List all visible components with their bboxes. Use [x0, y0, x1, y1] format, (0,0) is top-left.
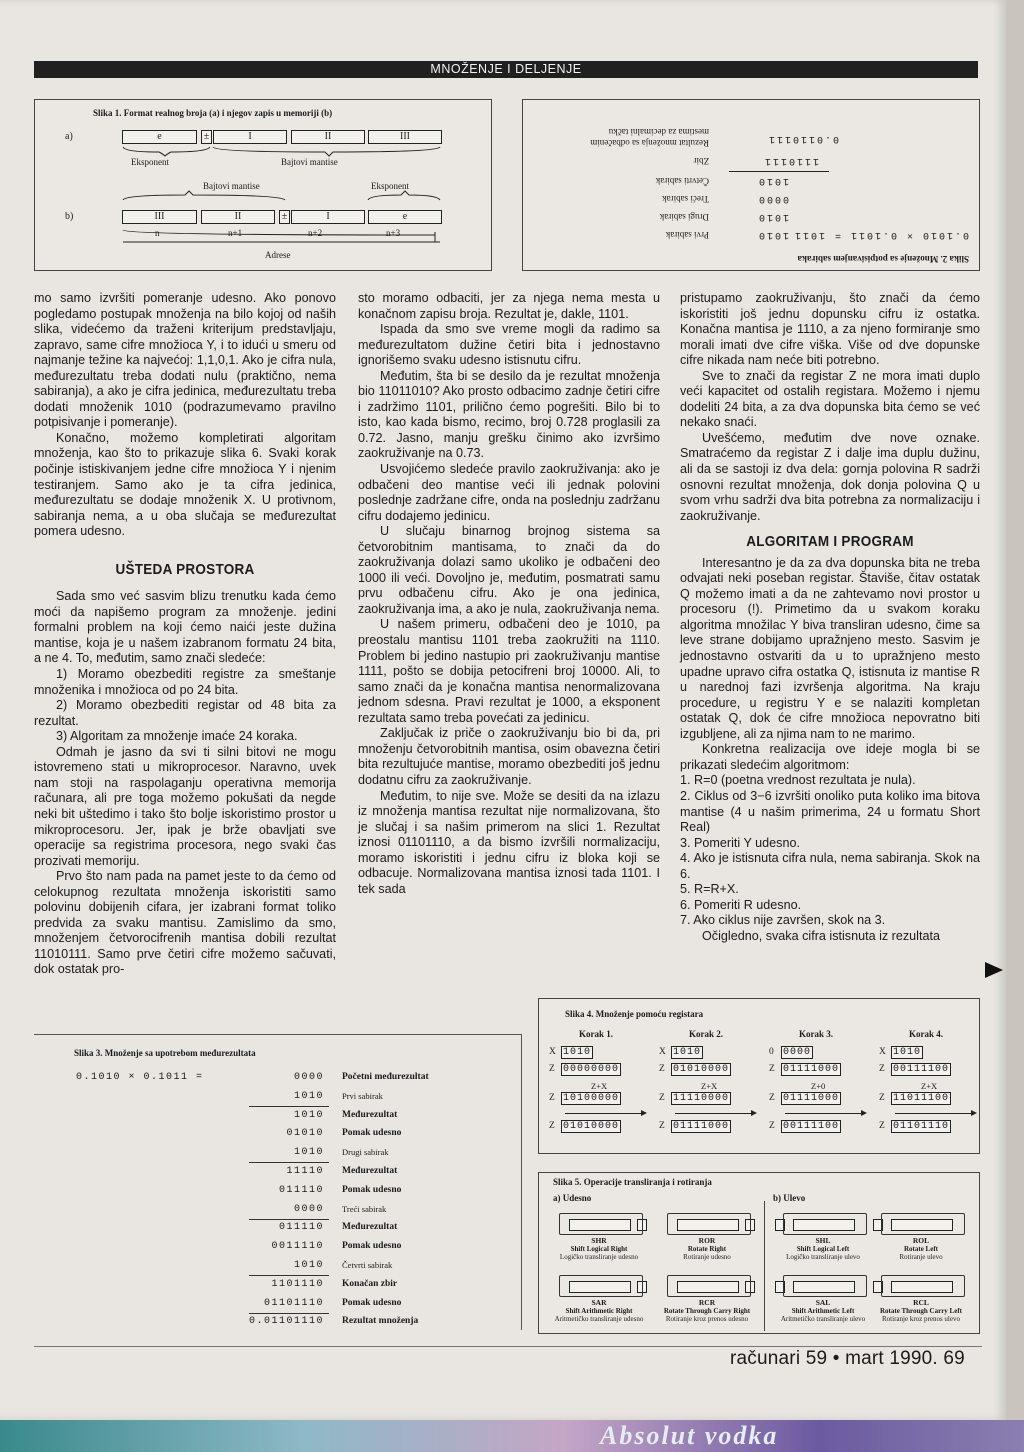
fig3-row-value: 1101110 [271, 1278, 324, 1290]
fig1-a-eksponent: Eksponent [131, 157, 169, 167]
fig1-b-cell: ± [279, 210, 290, 224]
fig5-op-caption [652, 1299, 762, 1323]
fig3-row-value: 1010 [293, 1109, 324, 1121]
fig5-op-desc: Rotiranje ulevo [899, 1253, 943, 1261]
fig1-adrese: Adrese [265, 250, 291, 260]
col3-step: 5. R=R+X. [680, 882, 739, 897]
arrow-right-icon [895, 1113, 975, 1114]
fig2-row-value: 1010 [756, 175, 789, 186]
col2-paragraph: U našem primeru, odbačeni deo je 1010, pa preostalu mantisu 1101 treba zaokružiti na 1110. Problem bi jedino nastupio pri zaokruživanju mantise 1111, pošto se dobija petocifreni broj 10000. Ali, to samo znači da je konačna mantisa nenormalizovana jednom sdesna. Pravi rezultat je 1000, a eksponent rezultata samo treba povećati za jedinicu. [358, 617, 660, 725]
col1-list-item: 2) Moramo obezbediti registar od 48 bita za rezultat. [34, 698, 336, 728]
fig1-b-label: b) [65, 211, 74, 222]
fig2-row-desc: Drugi sabirak [659, 212, 709, 222]
fig3-row [34, 1222, 514, 1238]
fig4-step [659, 1029, 767, 1149]
fig3-row-value: 011110 [278, 1184, 324, 1196]
fig1-a-label: a) [65, 131, 73, 142]
fig5-op-name: Shift Arithmetic Right [565, 1307, 633, 1315]
rotation-path-icon [559, 1275, 643, 1297]
fig3-row-desc: Pomak udesno [342, 1128, 402, 1139]
fig3-row [34, 1128, 514, 1144]
fig5-op-shl [771, 1209, 875, 1269]
fig4-reg-label: Z [879, 1093, 885, 1103]
figure-1 [34, 99, 492, 271]
fig3-row [34, 1316, 514, 1332]
page-edge [1006, 0, 1024, 1452]
fig1-a-cell: ± [201, 130, 212, 144]
arrow-right-icon [565, 1113, 645, 1114]
fig3-row-value: 0.01101110 [248, 1316, 324, 1328]
figure-2-rotated [523, 100, 979, 270]
col2-paragraph: Usvojićemo sledeće pravilo zaokruživanja: ako je odbačeni deo mantise veći ili jednak polovini poslednje zadržane cifre, onda na poslednju zadržanu cifru dodajemo jedinicu. [358, 462, 660, 523]
figure-3 [34, 1034, 522, 1330]
rotation-path-icon [783, 1213, 867, 1235]
figure-1-title: Slika 1. Format realnog broja (a) i njegov zapis u memoriji (b) [93, 108, 333, 118]
arrow-right-icon [785, 1113, 865, 1114]
fig3-row-desc: Pomak udesno [342, 1241, 402, 1252]
bottom-ad-text: Absolut vodka [600, 1421, 779, 1450]
fig1-a-cell: III [368, 130, 442, 144]
figure-5 [538, 1172, 980, 1334]
fig3-row [34, 1204, 514, 1220]
fig1-addr: n [155, 228, 160, 238]
fig4-register: 0000 [783, 1047, 812, 1058]
fig5-op-desc: Logičko transliranje udesno [559, 1253, 639, 1261]
fig3-row [34, 1091, 514, 1107]
fig5-op-sar [547, 1271, 651, 1331]
fig1-b-cell: e [368, 210, 442, 224]
fig5-op-desc: Rotiranje kroz prenos ulevo [882, 1315, 960, 1323]
fig3-row-value: 01101110 [263, 1297, 324, 1309]
fig3-side-rule [521, 1034, 522, 1330]
fig4-register: 01101110 [893, 1121, 950, 1132]
fig4-reg-label: Z [769, 1093, 775, 1103]
fig4-step [549, 1029, 657, 1149]
fig5-op-rcl [869, 1271, 973, 1331]
fig3-row-desc: Konačan zbir [342, 1278, 398, 1289]
fig5-left-label: b) Ulevo [773, 1193, 806, 1203]
section-banner: MNOŽENJE I DELJENJE [34, 61, 978, 78]
fig1-addr: n+1 [228, 228, 243, 238]
fig5-op-caption [768, 1299, 878, 1323]
fig1-a-bajtovi: Bajtovi mantise [281, 157, 338, 167]
figure-4 [538, 998, 980, 1154]
fig5-op-desc: Aritmetičko transliranje udesno [554, 1315, 644, 1323]
fig2-row-desc: Zbir [693, 156, 709, 166]
fig5-op-abbr: SAR [591, 1298, 607, 1307]
bottom-ad-strip [0, 1420, 1024, 1452]
fig4-reg-label: Z [659, 1064, 665, 1074]
fig5-right-label: a) Udesno [553, 1193, 592, 1203]
col3-step: 2. Ciklus od 3−6 izvršiti onoliko puta koliko ima bitova mantise (4 u našim primerima, 24 u formatu Short Real) [680, 788, 980, 835]
fig4-register: 01010000 [673, 1064, 730, 1075]
rotation-path-icon [559, 1213, 643, 1235]
fig3-row-value: 0000 [293, 1072, 324, 1083]
fig2-row-desc: Četvrti sabirak [655, 176, 709, 186]
rotation-path-icon [783, 1275, 867, 1297]
fig3-row-value: 011110 [278, 1222, 324, 1234]
fig3-sum-line [249, 1106, 329, 1107]
fig3-row [34, 1241, 514, 1257]
fig4-reg-label: Z [549, 1064, 555, 1074]
fig4-register: 00111100 [783, 1121, 840, 1132]
fig3-row-desc: Drugi sabirak [342, 1147, 389, 1158]
fig4-register: 1010 [893, 1047, 922, 1058]
fig3-sum-line [249, 1219, 329, 1220]
fig5-op-caption [544, 1299, 654, 1323]
fig5-op-name: Rotate Left [903, 1245, 938, 1253]
figure-2 [522, 99, 980, 271]
col1-list-item: 1) Moramo obezbediti registre za smeštanje množenika i množioca od po 24 bita. [34, 667, 336, 697]
fig4-op: Z+0 [811, 1081, 826, 1091]
fig3-row-desc: Rezultat množenja [342, 1316, 419, 1327]
fig1-a-cell: e [122, 130, 197, 144]
fig5-op-caption [866, 1237, 976, 1261]
fig2-row-desc: Rezultat množenja sa odbačenim mestima za decimalni tačku [590, 127, 709, 148]
fig4-register: 01111000 [673, 1121, 730, 1132]
col3-step: 7. Ako ciklus nije završen, skok na 3. [680, 913, 886, 928]
fig3-row-value: 01010 [286, 1128, 324, 1140]
fig3-top-rule [34, 1034, 521, 1035]
fig5-op-abbr: SHL [815, 1236, 831, 1245]
fig5-op-caption [544, 1237, 654, 1261]
fig3-equation: 0.1010 × 0.1011 = [76, 1072, 204, 1083]
fig4-op: Z+X [921, 1081, 938, 1091]
fig3-row-desc: Međurezultat [342, 1166, 398, 1176]
footer-rule [34, 1346, 982, 1347]
fig3-row [34, 1072, 514, 1088]
fig2-equation: 0.1010 × 0.1011 = 1011 [792, 229, 969, 240]
continue-arrow-icon [985, 962, 1003, 978]
fig2-row-value: 1010 [756, 211, 789, 222]
fig5-op-caption [866, 1299, 976, 1323]
fig3-sum-line [249, 1275, 329, 1276]
fig4-reg-label: Z [879, 1121, 885, 1131]
fig1-a-braces [35, 100, 491, 270]
col3-paragraph: Interesantno je da za dva dopunska bita ne treba odvajati neki poseban registar. Štaviše, čitav ostatak Q možemo imati a da ne zahtevamo novi prostor u procesoru (!). Primetimo da u svakom koraku algoritma množilac Y biva transliran udesno, čime sa leve strane dobijamo upražnjeno mesto. Sasvim je jednostavno ostvariti da u to upražnjeno mesto upadne upravo cifra ostatka Q, istisnuta iz mantise R u narednoj fazi izvršenja algoritma. Na kraju procedure, u registru Y e se nalaziti kompletan ostatak Q, dok će cifre množioca nepovratno biti izgubljene, ali za njima nam to ne marimo. [680, 555, 980, 741]
col2-paragraph: sto moramo odbaciti, jer za njega nema mesta u konačnom zapisu broja. Rezultat je, dakle, 1101. [358, 291, 660, 321]
fig4-reg-label: Z [659, 1093, 665, 1103]
fig1-b-bajtovi: Bajtovi mantise [203, 181, 260, 191]
fig4-op: Z+X [701, 1081, 718, 1091]
fig2-row-value: 0.0110111 [766, 133, 839, 144]
fig3-sum-line [249, 1313, 329, 1314]
col3-step: 3. Pomeriti Y udesno. [680, 835, 800, 850]
fig5-op-rcr [655, 1271, 759, 1331]
col1-paragraph: Konačno, možemo kompletirati algoritam množenja, kao što to prikazuje slika 6. Svaki korak počinje istiskivanjem jedne cifre množioca Y i njenim testiranjem. Samo ako je ta cifra jedinica, međurezultatu se dodaje množenik X. U protivnom, sabiranja nema, a u oba slučaja se međurezultat pomera udesno. [34, 430, 336, 539]
col1-paragraph: Sada smo već sasvim blizu trenutku kada ćemo moći da napišemo program za množenje. jedini formalni problem na koji ćemo naići jeste dužina mantise, koja je u našem izabranom formatu 24 bita, a ne 4. To, međutim, samo znači sledeće: [34, 589, 336, 666]
fig4-register: 11011100 [893, 1093, 950, 1104]
fig4-reg-label: X [879, 1047, 886, 1057]
fig5-op-rol [869, 1209, 973, 1269]
fig3-row [34, 1110, 514, 1126]
fig4-step-title: Korak 1. [579, 1029, 614, 1039]
fig3-row-desc: Međurezultat [342, 1109, 398, 1120]
fig3-row-value: 1010 [293, 1260, 324, 1271]
fig5-op-desc: Aritmetičko transliranje ulevo [780, 1315, 866, 1323]
fig1-addr: n+3 [386, 228, 401, 238]
fig4-register: 01111000 [783, 1093, 840, 1104]
fig3-row-desc: Početni međurezultat [342, 1072, 429, 1082]
col1-heading: UŠTEDA PROSTORA [115, 560, 255, 578]
fig3-row [34, 1298, 514, 1314]
fig4-reg-label: Z [879, 1064, 885, 1074]
fig1-a-cell: II [291, 130, 365, 144]
col3-paragraph: Sve to znači da registar Z ne mora imati duplo veći kapacitet od ostalih registara. Možemo i njemu dodeliti 24 bita, a za dva dopunska bita ćemo se već nekako snaći. [680, 368, 980, 430]
fig3-row-desc: Četvrti sabirak [342, 1260, 393, 1270]
fig3-row-value: 1010 [293, 1090, 324, 1102]
fig3-row-desc: Međurezultat [342, 1222, 398, 1233]
page-footer: računari 59 • mart 1990. 69 [730, 1348, 965, 1369]
fig4-reg-label: Z [549, 1121, 555, 1131]
fig5-op-sal [771, 1271, 875, 1331]
fig4-step [879, 1029, 987, 1149]
col2-paragraph: Ispada da smo sve vreme mogli da radimo sa međurezultatom dužine četiri bita i jednostavno ignorišemo svaku udesno istisnutu cifru. [358, 322, 660, 368]
col3-paragraph: pristupamo zaokruživanju, što znači da ćemo iskoristiti još jednu dopunsku cifru iz ostatka. Konačna mantisa je 1110, a za njeno formiranje smo morali imati dve cifre viška. Više od dve dopunske cifre nikada nam neće biti potrebno. [680, 291, 980, 368]
fig4-register: 10100000 [563, 1093, 620, 1104]
fig2-row-desc: Prvi sabirak [665, 230, 709, 240]
col3-paragraph: Očigledno, svaka cifra istisnuta iz rezultata [702, 928, 940, 943]
fig3-row-value: 0011110 [271, 1241, 324, 1253]
rotation-path-icon [667, 1213, 751, 1235]
figure-2-title: Slika 2. Množenje sa potpisivanjem sabiraka [797, 254, 969, 264]
figure-5-title: Slika 5. Operacije transliranja i rotiranja [553, 1177, 712, 1187]
fig3-row-desc: Prvi sabirak [342, 1090, 383, 1101]
fig5-op-desc: Rotiranje udesno [683, 1253, 731, 1261]
col3-paragraph: Uvešćemo, međutim dve nove oznake. Smatraćemo da registar Z i dalje ima duplu dužinu, ali da se sastoji iz dva dela: gornja polovina R sadrži osnovni rezultat množenja, dok donja polovina Q u svom vrhu sadrži dva bita potrebna za normalizaciju i zaokruživanje. [680, 430, 980, 523]
fig1-addr: n+2 [308, 228, 323, 238]
fig3-row [34, 1260, 514, 1276]
fig3-row-desc: Treći sabirak [342, 1203, 387, 1214]
fig1-b-cell: I [291, 210, 365, 224]
fig4-register: 00000000 [563, 1064, 620, 1075]
fig4-reg-label: Z [549, 1093, 555, 1103]
fig4-register: 1010 [673, 1047, 702, 1058]
fig5-op-caption [768, 1237, 878, 1261]
fig4-register: 00111100 [893, 1064, 950, 1075]
col3-step: 6. Pomeriti R udesno. [680, 897, 802, 912]
fig1-a-cell: I [213, 130, 287, 144]
fig3-row-desc: Pomak udesno [342, 1297, 402, 1308]
fig5-op-name: Shift Logical Left [796, 1245, 850, 1253]
fig5-op-ror [655, 1209, 759, 1269]
fig5-op-name: Shift Logical Right [570, 1245, 628, 1253]
fig4-reg-label: X [549, 1047, 556, 1057]
arrow-right-icon [675, 1113, 755, 1114]
fig2-sum-line [729, 171, 829, 172]
col3-step: 4. Ako je istisnuta cifra nula, nema sabiranja. Skok na 6. [680, 851, 980, 881]
fig1-b-eksponent: Eksponent [371, 181, 409, 191]
fig5-op-name: Rotate Through Carry Left [880, 1307, 962, 1315]
col2-paragraph: Međutim, to nije sve. Može se desiti da na izlazu iz množenja mantisa rezultat nije normalizovana, što je slučaj i sa našim primerom na slici 1. Rezultat iznosi 01101110, a da bismo izvršili normalizaciju, moramo iskoristiti i jednu cifru iz bloka koji se odbacuje. Normalizovana mantisa iznosi tada 1101. I tek sada [358, 788, 660, 896]
col3-heading: ALGORITAM I PROGRAM [746, 533, 914, 551]
fig3-row-value: 11110 [286, 1166, 324, 1177]
fig3-row-value: 0000 [293, 1203, 324, 1215]
fig5-op-abbr: SHR [591, 1236, 607, 1245]
fig5-op-name: Rotate Right [687, 1245, 727, 1253]
col2-paragraph: U slučaju binarnog brojnog sistema sa četvorobitnim mantisama, to znači da do zaokruživanja dolazi samo ukoliko je odbačeni deo 1000 ili veći. Dovoljno je, međutim, posmatrati samu prvu odbačenu cifru. Ako je ona jedinica, zaokruživanja ima, a ako je nula, zaokruživanja nema. [358, 524, 660, 616]
column-2 [358, 291, 660, 897]
fig1-b-cell: III [122, 210, 197, 224]
fig4-step [769, 1029, 877, 1149]
column-1 [34, 291, 336, 978]
col1-paragraph: mo samo izvršiti pomeranje udesno. Ako ponovo pogledamo postupak množenja na bilo kojoj od naših slika, videćemo da traženi kriterijum predstavljaju, zapravo, same cifre množioca Y, i to idući u smeru od najmanje težine ka najvećoj: 1,1,0,1. Ako je cifra nula, međurezultatu treba dodati nulu (praktično, nema sabiranja), a ako je cifra jedinica, međurezultatu treba dodati množenik 1010 (podrazumevamo pravilno potpisivanje i pomeranje). [34, 291, 336, 430]
fig4-register: 1010 [563, 1047, 592, 1058]
fig5-op-abbr: ROL [912, 1236, 930, 1245]
col1-paragraph: Odmah je jasno da svi ti silni bitovi ne mogu istovremeno stati u mikroprocesor. Naravno, uvek nam stoji na raspolaganju operativna memorija računara, ali pre toga možemo pokušati da negde neki bit uštedimo i tako što bolje iskoristimo prostor u mikroprocesoru. Jer, ipak je brže obavljati sve operacije sa registrima procesora, nego svaki čas prozivati memoriju. [34, 744, 336, 868]
col3-step: 1. R=0 (poetna vrednost rezultata je nula). [680, 773, 916, 788]
col2-paragraph: Međutim, šta bi se desilo da je rezultat množenja bio 11011010? Ako prosto odbacimo zadnje četiri cifre i zadržimo 1101, prilično ćemo pogrešiti. Bilo bi to isto, kao kada bismo, recimo, broj 0.728 proglasili za 0.72. Jasno, manju grešku činimo ako izvršimo zaokruživanje na 0.73. [358, 368, 660, 461]
fig4-op: Z+X [591, 1081, 608, 1091]
fig4-step-title: Korak 3. [799, 1029, 834, 1039]
fig5-op-caption [652, 1237, 762, 1261]
fig5-op-abbr: RCR [698, 1298, 716, 1307]
fig5-op-desc: Logičko transliranje ulevo [786, 1253, 860, 1261]
fig4-reg-label: Z [659, 1121, 665, 1131]
column-3 [680, 291, 980, 944]
fig5-op-shr [547, 1209, 651, 1269]
fig4-register: 11110000 [673, 1093, 730, 1104]
col3-paragraph: Konkretna realizacija ove ideje mogla bi se prikazati sledećim algoritmom: [680, 742, 980, 772]
rotation-path-icon [881, 1213, 965, 1235]
fig5-op-abbr: RCL [913, 1298, 929, 1307]
fig2-row-value: 1010 [756, 229, 789, 240]
fig3-row-value: 1010 [293, 1147, 324, 1159]
fig4-step-title: Korak 2. [689, 1029, 724, 1039]
fig3-sum-line [249, 1162, 329, 1163]
fig5-op-abbr: SAL [815, 1298, 831, 1307]
rotation-path-icon [667, 1275, 751, 1297]
rotation-path-icon [881, 1275, 965, 1297]
fig2-row-value: 0000 [756, 193, 789, 204]
fig3-row [34, 1185, 514, 1201]
fig5-op-name: Rotate Through Carry Right [663, 1307, 751, 1315]
fig3-row [34, 1166, 514, 1182]
fig5-op-desc: Rotiranje kroz prenos udesno [665, 1315, 749, 1323]
figure-4-title: Slika 4. Množenje pomoću registara [565, 1009, 704, 1019]
figure-3-title: Slika 3. Množenje sa upotrebom međurezultata [74, 1048, 256, 1058]
col2-paragraph: Zaključak iz priče o zaokruživanju bio bi da, pri množenju četvorobitnih mantisa, osim obavezna četiri bita rezultujuće mantise, moramo obezbediti još jednu dodatnu cifru za zaokruživanje. [358, 726, 660, 787]
fig4-step-title: Korak 4. [909, 1029, 944, 1039]
fig3-row [34, 1147, 514, 1163]
fig2-row-desc: Treći sabirak [662, 194, 709, 204]
fig3-row-desc: Pomak udesno [342, 1184, 402, 1195]
fig4-reg-label: X [659, 1047, 666, 1057]
fig2-row-value: 1110111 [762, 155, 819, 166]
col1-paragraph: Prvo što nam pada na pamet jeste to da ćemo od celokupnog rezultata množenja iskoristiti samo polovinu dobijenih cifara, jer izabrani format toliko predvida za svaku mantisu. Zamislimo da smo, množenjem četvorocifrenih mantisa dobili rezultat 11010111. Samo prve četiri cifre možemo sačuvati, dok ostatak pro- [34, 869, 336, 977]
fig4-register: 01010000 [563, 1121, 620, 1132]
col1-list-item: 3) Algoritam za množenje imaće 24 koraka. [56, 729, 298, 744]
fig4-reg-label: 0 [769, 1047, 774, 1057]
fig4-register: 01111000 [783, 1064, 840, 1075]
fig5-op-name: Shift Arithmetic Left [791, 1307, 855, 1315]
fig4-reg-label: Z [769, 1064, 775, 1074]
fig4-reg-label: Z [769, 1121, 775, 1131]
fig3-row [34, 1279, 514, 1295]
fig5-divider [764, 1201, 765, 1331]
fig5-op-abbr: ROR [698, 1236, 716, 1245]
fig1-b-cell: II [201, 210, 275, 224]
